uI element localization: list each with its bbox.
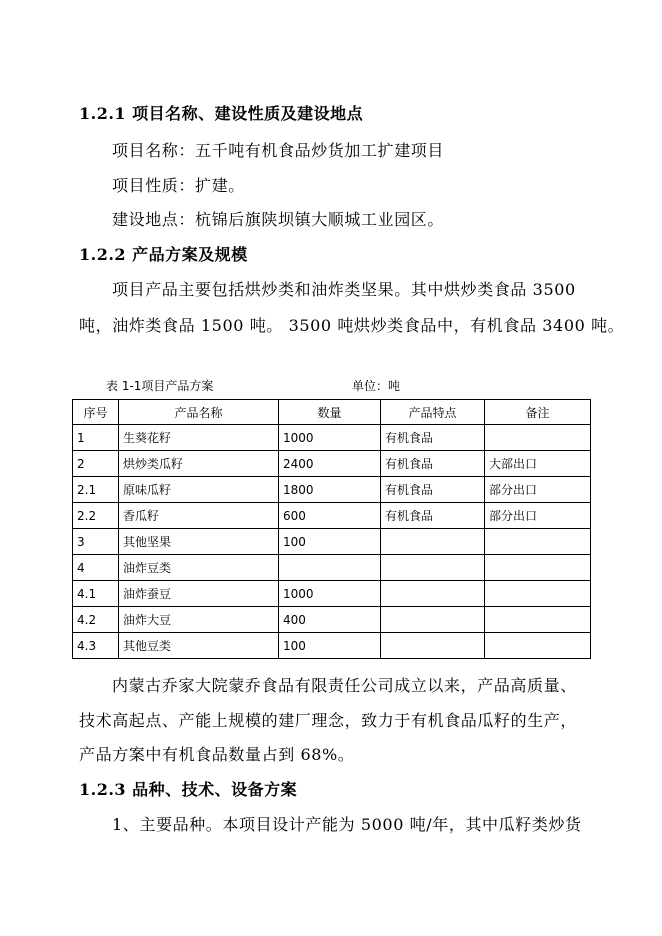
product-paragraph-line-2: 吨，油炸类食品 1500 吨。 3500 吨烘炒类食品中，有机食品 3400 吨。 [79,316,625,335]
cell-feature [381,529,485,555]
cell-index: 4.1 [73,581,119,607]
table-row [73,451,591,477]
cell-product-name: 烘炒类瓜籽 [119,451,279,477]
company-paragraph-line-3: 产品方案中有机食品数量占到 68%。 [79,745,355,764]
construction-site-line: 建设地点：杭锦后旗陕坝镇大顺城工业园区。 [112,210,445,229]
cell-index: 2.1 [73,477,119,503]
cell-quantity: 100 [279,529,381,555]
cell-quantity: 600 [279,503,381,529]
company-paragraph-line-2: 技术高起点、产能上规模的建厂理念，致力于有机食品瓜籽的生产， [79,711,578,730]
cell-remark [485,581,591,607]
company-paragraph-line-1: 内蒙古乔家大院蒙乔食品有限责任公司成立以来，产品高质量、 [112,676,577,695]
table-row [73,633,591,659]
cell-quantity: 400 [279,607,381,633]
cell-product-name: 油炸豆类 [119,555,279,581]
table-row [73,425,591,451]
cell-feature: 有机食品 [381,503,485,529]
cell-feature [381,555,485,581]
cell-remark [485,529,591,555]
cell-remark: 部分出口 [485,477,591,503]
cell-feature [381,607,485,633]
cell-quantity: 1800 [279,477,381,503]
table-row [73,503,591,529]
cell-index: 2.2 [73,503,119,529]
table-row [73,555,591,581]
header-remark: 备注 [485,400,591,425]
section-heading-1-2-1: 1.2.1 项目名称、建设性质及建设地点 [79,104,364,123]
cell-index: 1 [73,425,119,451]
table-row [73,607,591,633]
cell-remark [485,425,591,451]
product-paragraph-line-1: 项目产品主要包括烘炒类和油炸类坚果。其中烘炒类食品 3500 [112,280,576,299]
section-heading-1-2-2: 1.2.2 产品方案及规模 [79,245,248,264]
table-row [73,477,591,503]
cell-index: 4 [73,555,119,581]
cell-quantity: 2400 [279,451,381,477]
cell-remark: 部分出口 [485,503,591,529]
cell-remark: 大部出口 [485,451,591,477]
cell-quantity: 100 [279,633,381,659]
project-name-line: 项目名称：五千吨有机食品炒货加工扩建项目 [112,141,445,160]
header-quantity: 数量 [279,400,381,425]
cell-product-name: 生葵花籽 [119,425,279,451]
header-feature: 产品特点 [381,400,485,425]
table-header-row [73,400,591,425]
cell-remark [485,633,591,659]
table-row [73,581,591,607]
cell-remark [485,607,591,633]
cell-index: 4.2 [73,607,119,633]
table-caption: 表 1-1项目产品方案 [106,379,214,393]
cell-feature: 有机食品 [381,477,485,503]
cell-feature [381,633,485,659]
project-nature-line: 项目性质：扩建。 [112,176,245,195]
cell-quantity [279,555,381,581]
table-unit: 单位：吨 [352,379,401,393]
cell-feature: 有机食品 [381,425,485,451]
cell-feature [381,581,485,607]
cell-feature: 有机食品 [381,451,485,477]
cell-product-name: 其他豆类 [119,633,279,659]
cell-product-name: 香瓜籽 [119,503,279,529]
header-index: 序号 [73,400,119,425]
cell-quantity: 1000 [279,581,381,607]
cell-index: 3 [73,529,119,555]
cell-quantity: 1000 [279,425,381,451]
section-heading-1-2-3: 1.2.3 品种、技术、设备方案 [79,780,298,799]
table-row [73,529,591,555]
product-plan-table [72,399,591,659]
cell-product-name: 油炸蚕豆 [119,581,279,607]
cell-index: 4.3 [73,633,119,659]
cell-product-name: 其他坚果 [119,529,279,555]
cell-index: 2 [73,451,119,477]
cell-remark [485,555,591,581]
cell-product-name: 油炸大豆 [119,607,279,633]
header-product-name: 产品名称 [119,400,279,425]
main-varieties-line: 1、主要品种。本项目设计产能为 5000 吨/年，其中瓜籽类炒货 [112,815,582,834]
cell-product-name: 原味瓜籽 [119,477,279,503]
